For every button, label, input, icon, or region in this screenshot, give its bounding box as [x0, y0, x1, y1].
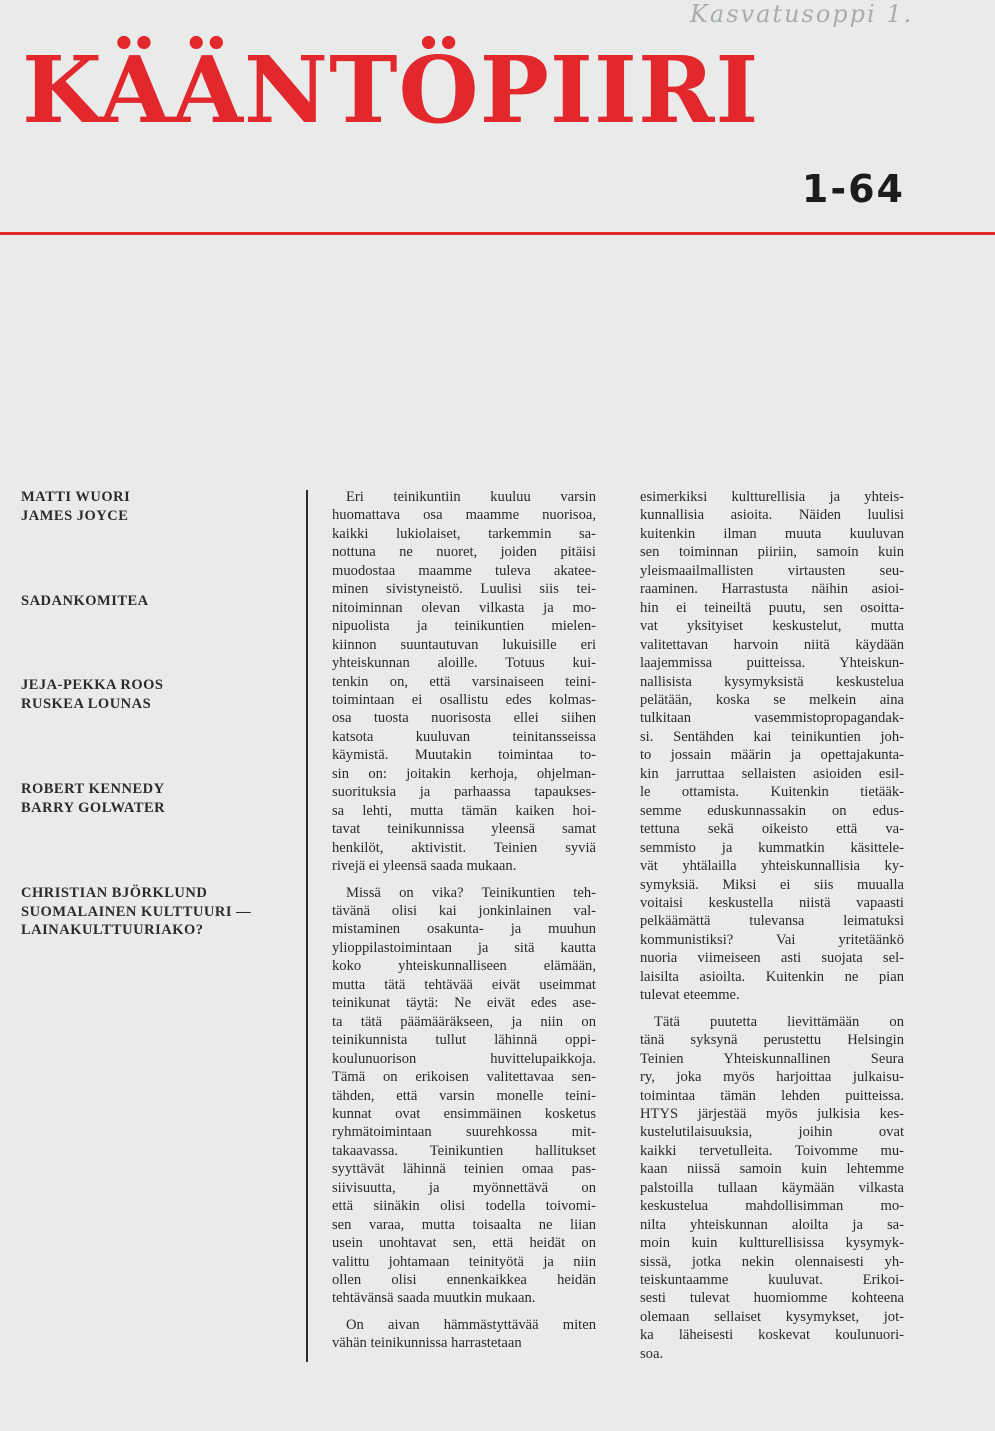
issue-number: 1-64 [801, 167, 905, 211]
article-column-1 [332, 488, 596, 1353]
text-line: mutta tätä tehtävää eivät useimmat [332, 976, 596, 993]
text-line: laajemmissa puitteissa. Yhteiskun- [640, 655, 904, 672]
text-line: tenkin on, että varsinaiseen teini- [332, 673, 596, 690]
text-line: esimerkiksi kultturellisia ja yhteis- [640, 489, 904, 505]
paragraph [332, 1316, 596, 1353]
text-line: Tämä on erikoisen valitettavaa sen- [332, 1069, 596, 1086]
text-line: vat yksityiset keskustelut, mutta [640, 618, 904, 635]
text-line: kunnat ovat ensimmäinen kosketus [332, 1105, 596, 1122]
text-line: semmisto ja kummatkin käsittele- [640, 839, 904, 856]
paragraph-gap [332, 1308, 596, 1316]
text-line: hin ei teineiltä puutu, sen osoitta- [640, 599, 904, 616]
toc-line: LAINAKULTTUURIAKO? [21, 922, 204, 938]
text-line: kunnallisia asioita. Näiden luulisi [640, 507, 904, 524]
toc-line: BARRY GOLWATER [21, 799, 166, 816]
text-line: valitettavan harvoin niitä käydään [640, 636, 904, 653]
toc-line: SADANKOMITEA [21, 593, 149, 609]
text-line: ka läheisesti koskevat koulunuori- [640, 1327, 904, 1344]
toc-line: CHRISTIAN BJÖRKLUND [21, 885, 208, 901]
text-line: teinikunat täytä: Ne eivät edes ase- [332, 995, 596, 1012]
toc-line: ROBERT KENNEDY [21, 781, 165, 797]
text-line: muodostaa maamme tuleva akatee- [332, 562, 596, 579]
text-line: Eri teinikuntiin kuuluu varsin [346, 489, 596, 505]
paragraph-gap [640, 1005, 904, 1013]
text-line: moin kuin kultturellisissa kysymyk- [640, 1235, 904, 1252]
text-line: rivejä ei yleensä saada mukaan. [332, 858, 517, 875]
masthead-title: KÄÄNTÖPIIRI [22, 36, 760, 144]
column-divider [306, 490, 308, 1362]
handwritten-note: Kasvatusoppi 1. [690, 0, 914, 28]
text-line: pelätään, koska se melkein aina [640, 691, 904, 708]
text-line: ry, joka myös harjoittaa julkaisu- [640, 1069, 904, 1086]
text-line: kommunistiksi? Vai yritetäänkö [640, 931, 904, 948]
text-line: kustelutilaisuuksia, joihin ovat [640, 1124, 904, 1141]
text-line: sa lehti, mutta tämän kaiken hoi- [332, 802, 596, 819]
text-line: koulunuorison huvittelupaikkoja. [332, 1050, 596, 1067]
text-line: nipuolista ja teinikuntien mielen- [332, 618, 596, 635]
text-line: toimintaan ei osallistu edes kolmas- [332, 691, 596, 708]
text-line: syyttävät lähinnä teinien omaa pas- [332, 1161, 596, 1178]
paragraph-gap [332, 876, 596, 884]
text-line: katsota kuuluvan teinitansseissa [332, 728, 596, 745]
text-line: vät yhtälailla yhteiskunnallisia ky- [640, 858, 904, 875]
text-line: raaminen. Harrastusta näihin asioi- [640, 581, 904, 598]
text-line: sin on: joitakin kerhoja, ohjelman- [332, 765, 596, 782]
text-line: valittu johtamaan teinityötä ja niin [332, 1253, 596, 1270]
toc-line: MATTI WUORI [21, 489, 131, 505]
text-line: Missä on vika? Teinikuntien teh- [346, 884, 596, 901]
text-line: koko yhteiskunnalliseen elämään, [332, 958, 596, 975]
text-line: semme eduskunnassakin on edus- [640, 802, 904, 819]
toc-entry [21, 488, 130, 525]
text-line: usein unohtavat sen, että heidät on [332, 1235, 596, 1252]
text-line: Tätä puutetta lievittämään on [654, 1013, 904, 1030]
text-line: kaikki lukiolaiset, tarkemmin sa- [332, 525, 596, 542]
toc-entry [21, 592, 149, 611]
text-line: On aivan hämmästyttävää miten [346, 1316, 596, 1333]
toc-line: SUOMALAINEN KULTTUURI — [21, 903, 252, 920]
text-line: kiinnon suuntautuvan lukuisille eri [332, 636, 596, 653]
text-line: toimintaa tämän lehden puitteissa. [640, 1087, 904, 1104]
paragraph [332, 488, 596, 876]
text-line: että siinäkin olisi todella toivomi- [332, 1198, 596, 1215]
text-line: henkilöt, aktivistit. Teinien syviä [332, 839, 596, 856]
text-line: käymistä. Muutakin toimintaa to- [332, 747, 596, 764]
text-line: yhteiskunnan aloille. Totuus kui- [332, 655, 596, 672]
text-line: huomattava osa maamme nuorisoa, [332, 507, 596, 524]
text-line: mistaminen osakunta- ja muuhun [332, 921, 596, 938]
text-line: ryhmätoimintaan suurehkossa mit- [332, 1124, 596, 1141]
text-line: tettuna sekä oikeisto että va- [640, 821, 904, 838]
text-line: symyksiä. Miksi ei siis muualla [640, 876, 904, 893]
text-line: minen sivistyneistö. Luulisi siis tei- [332, 581, 596, 598]
text-line: le ottamista. Kuitenkin tietääk- [640, 784, 904, 801]
text-line: teiskuntaamme kuuluvat. Erikoi- [640, 1272, 904, 1289]
text-line: HTYS järjestää myös julkisia kes- [640, 1105, 904, 1122]
text-line: nilta yhteiskunnan aloilta ja sa- [640, 1216, 904, 1233]
text-line: olemaan sellaiset kysymykset, jot- [640, 1308, 904, 1325]
text-line: ylioppilastoimintaan ja sitä kautta [332, 939, 596, 956]
text-line: tähden, että varsin monelle teini- [332, 1087, 596, 1104]
text-line: palstoilla tullaan käymään vilkasta [640, 1179, 904, 1196]
text-line: soa. [640, 1345, 664, 1362]
header-rule [0, 232, 995, 235]
text-line: laisilta asioilta. Kuitenkin ne pian [640, 968, 904, 985]
text-line: to jossain määrin ja opettajakunta- [640, 747, 904, 764]
text-line: siivisuutta, ja myönnettävä on [332, 1179, 596, 1196]
toc-entry [21, 884, 251, 940]
text-line: nallisista kysymyksistä keskustelua [640, 673, 904, 690]
text-line: Teinien Yhteiskunnallinen Seura [640, 1050, 904, 1067]
text-line: osa tuosta nuorisosta ellei siihen [332, 710, 596, 727]
text-line: sissä, jotka nekin olennaisesti yh- [640, 1253, 904, 1270]
text-line: tänä syksynä perustettu Helsingin [640, 1032, 904, 1049]
text-line: nitoiminnan olevan vilkasta ja mo- [332, 599, 596, 616]
text-line: vähän teinikunnissa harrastetaan [332, 1335, 522, 1352]
toc-line: RUSKEA LOUNAS [21, 695, 152, 712]
text-line: kin jarruttaa sellaisten asioiden esil- [640, 765, 904, 782]
text-line: sen varaa, mutta toisaalta ne liian [332, 1216, 596, 1233]
text-line: tavat teinikunnissa yleensä samat [332, 821, 596, 838]
text-line: pelkäämättä tulevansa leimatuksi [640, 913, 904, 930]
text-line: teinikunnista tullut lähinnä oppi- [332, 1032, 596, 1049]
toc-line: JAMES JOYCE [21, 507, 129, 524]
text-line: sen toiminnan piiriin, samoin kuin [640, 544, 904, 561]
text-line: nottuna ne nuoret, joiden pitäisi [332, 544, 596, 561]
text-line: tulevat eteemme. [640, 987, 740, 1004]
text-line: suorituksia ja parhaassa tapaukses- [332, 784, 596, 801]
paragraph [640, 488, 904, 1005]
paragraph [640, 1013, 904, 1364]
text-line: keskustelua mahdollisimman mo- [640, 1198, 904, 1215]
toc-entry [21, 780, 165, 817]
text-line: tulkitaan vasemmistopropagandak- [640, 710, 904, 727]
text-line: kuitenkin ilman muuta kuuluvan [640, 525, 904, 542]
text-line: ollen olisi ennenkaikkea heidän [332, 1272, 596, 1289]
text-line: kaikki tervetulleita. Toivomme mu- [640, 1142, 904, 1159]
text-line: takaavassa. Teinikuntien hallitukset [332, 1142, 596, 1159]
text-line: voitaisi keskustella niistä vapaasti [640, 894, 904, 911]
toc-entry [21, 676, 163, 713]
text-line: nuoria viimeiseen asti suojata sel- [640, 950, 904, 967]
text-line: sesti tulevat huomiomme kohteena [640, 1290, 904, 1307]
text-line: tehtävänsä saada muutkin mukaan. [332, 1290, 536, 1307]
toc-line: JEJA-PEKKA ROOS [21, 677, 164, 693]
article-column-2 [640, 488, 904, 1363]
text-line: si. Sentähden kai teinikuntien joh- [640, 728, 904, 745]
text-line: yleismaailmallisten virtausten seu- [640, 562, 904, 579]
text-line: ta tätä päämääräkseen, ja niin on [332, 1013, 596, 1030]
text-line: kaan niissä samoin kuin lehtemme [640, 1161, 904, 1178]
paragraph [332, 884, 596, 1308]
text-line: tävänä olisi kai jonkinlainen val- [332, 902, 596, 919]
